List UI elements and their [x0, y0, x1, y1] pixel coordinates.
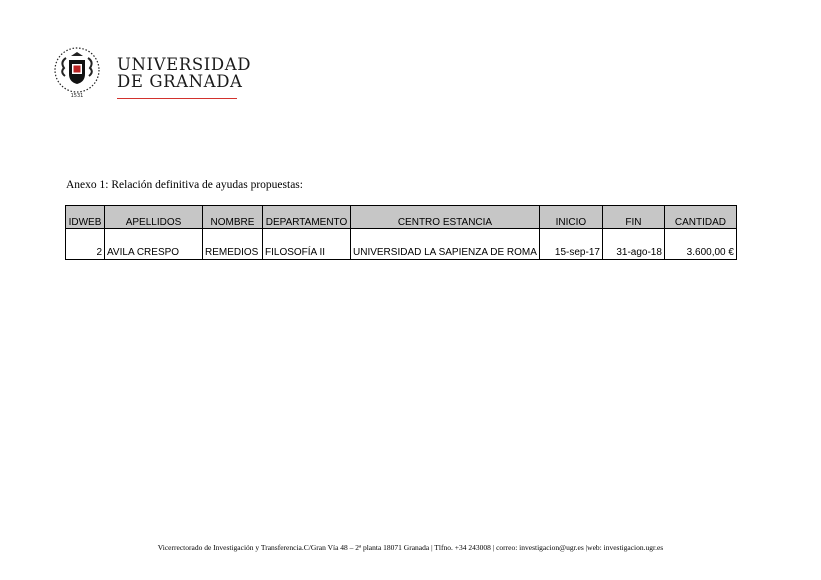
page-footer: Vicerrectorado de Investigación y Transferencia.C/Gran Vía 48 – 2ª planta 18071 Granada | Tlfno. +34 243008 | correo: investigacion@ugr.es |web: investigacion.ugr.es	[157, 543, 664, 552]
annex-caption: Anexo 1: Relación definitiva de ayudas propuestas:	[66, 179, 303, 191]
table-row	[66, 229, 737, 260]
column-header-centro-estancia: CENTRO ESTANCIA	[351, 206, 540, 229]
coat-of-arms-seal-icon	[52, 44, 102, 100]
seal-text: 1531	[70, 93, 84, 99]
column-header-inicio: INICIO	[539, 206, 602, 229]
table-header-row	[66, 206, 737, 229]
grants-table	[65, 205, 737, 260]
university-wordmark	[117, 56, 251, 90]
institution-line-2: DE GRANADA	[117, 72, 243, 91]
column-header-fin: FIN	[602, 206, 664, 229]
cell-departamento: FILOSOFÍA II	[263, 229, 351, 260]
column-header-apellidos: APELLIDOS	[105, 206, 203, 229]
university-logo	[52, 44, 252, 104]
cell-centro-estancia: UNIVERSIDAD LA SAPIENZA DE ROMA	[351, 229, 540, 260]
cell-fin: 31-ago-18	[602, 229, 664, 260]
logo-accent-rule	[117, 98, 237, 99]
column-header-idweb: IDWEB	[66, 206, 105, 229]
column-header-cantidad: CANTIDAD	[664, 206, 736, 229]
cell-cantidad: 3.600,00 €	[664, 229, 736, 260]
cell-apellidos: AVILA CRESPO	[105, 229, 203, 260]
cell-nombre: REMEDIOS	[203, 229, 263, 260]
column-header-departamento: DEPARTAMENTO	[263, 206, 351, 229]
column-header-nombre: NOMBRE	[203, 206, 263, 229]
institution-line-1: UNIVERSIDAD	[117, 55, 252, 74]
cell-inicio: 15-sep-17	[539, 229, 602, 260]
cell-idweb: 2	[66, 229, 105, 260]
